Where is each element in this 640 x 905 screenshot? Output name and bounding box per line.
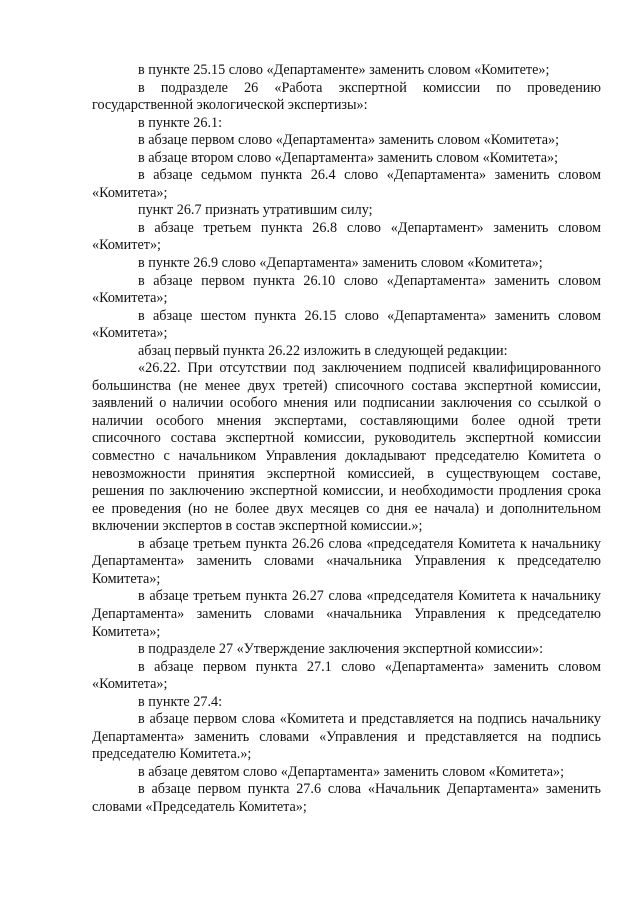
document-body xyxy=(92,62,601,817)
paragraph: в абзаце седьмом пункта 26.4 слово «Департамента» заменить словом «Комитета»; xyxy=(92,167,601,201)
quoted-paragraph-26-22: «26.22. При отсутствии под заключением подписей квалифицированного большинства (не менее двух третей) списочного состава экспертной комиссии, заявлений о наличии особого мнения или подписании заключения со ссылкой о наличии особого мнения экспертами, составляющими более одной трети списочного состава экспертной комиссии, руководитель экспертной комиссии совместно с начальником Управления докладывают председателю Комитета о невозможности принятия экспертной комиссией, в существующем составе, решения по заключению экспертной комиссии, и необходимости продления срока ее проведения (но не более двух месяцев со дня ее начала) и дополнительном включении экспертов в состав экспертной комиссии.»; xyxy=(92,360,601,535)
paragraph: в абзаце третьем пункта 26.8 слово «Департамент» заменить словом «Комитет»; xyxy=(92,219,601,254)
paragraph: абзац первый пункта 26.22 изложить в следующей редакции: xyxy=(138,342,508,359)
paragraph: в абзаце шестом пункта 26.15 слово «Департамента» заменить словом «Комитета»; xyxy=(92,307,601,342)
paragraph: в подразделе 27 «Утверждение заключения экспертной комиссии»: xyxy=(138,641,544,658)
paragraph: в абзаце первом пункта 27.1 слово «Департамента» заменить словом «Комитета»; xyxy=(92,658,601,693)
paragraph: в абзаце девятом слово «Департамента» заменить словом «Комитета»; xyxy=(138,763,565,780)
paragraph: в абзаце первом слово «Департамента» заменить словом «Комитета»; xyxy=(138,132,560,149)
paragraph: в абзаце третьем пункта 26.26 слова «председателя Комитета к начальнику Департамента» заменить словами «начальника Управления к председателю Комитета»; xyxy=(92,535,601,587)
paragraph: в пункте 25.15 слово «Департаменте» заменить словом «Комитете»; xyxy=(138,62,550,78)
paragraph: в пункте 27.4: xyxy=(138,693,223,710)
paragraph: пункт 26.7 признать утратившим силу; xyxy=(138,202,373,219)
paragraph: в абзаце первом пункта 26.10 слово «Департамента» заменить словом «Комитета»; xyxy=(92,272,601,307)
paragraph: в подразделе 26 «Работа экспертной комиссии по проведению государственной экологической экспертизы»: xyxy=(92,79,601,114)
paragraph: в пункте 26.1: xyxy=(138,114,223,131)
paragraph: в пункте 26.9 слово «Департамента» заменить словом «Комитета»; xyxy=(138,255,543,272)
paragraph: в абзаце первом пункта 27.6 слова «Начальник Департамента» заменить словами «Председатель Комитета»; xyxy=(92,781,601,815)
paragraph: в абзаце втором слово «Департамента» заменить словом «Комитета»; xyxy=(138,149,559,166)
paragraph: в абзаце первом слова «Комитета и представляется на подпись начальнику Департамента» заменить словами «Управления и представляется на подпись председателю Комитета.»; xyxy=(92,711,601,763)
paragraph: в абзаце третьем пункта 26.27 слова «председателя Комитета к начальнику Департамента» заменить словами «начальника Управления к председателю Комитета»; xyxy=(92,588,601,640)
